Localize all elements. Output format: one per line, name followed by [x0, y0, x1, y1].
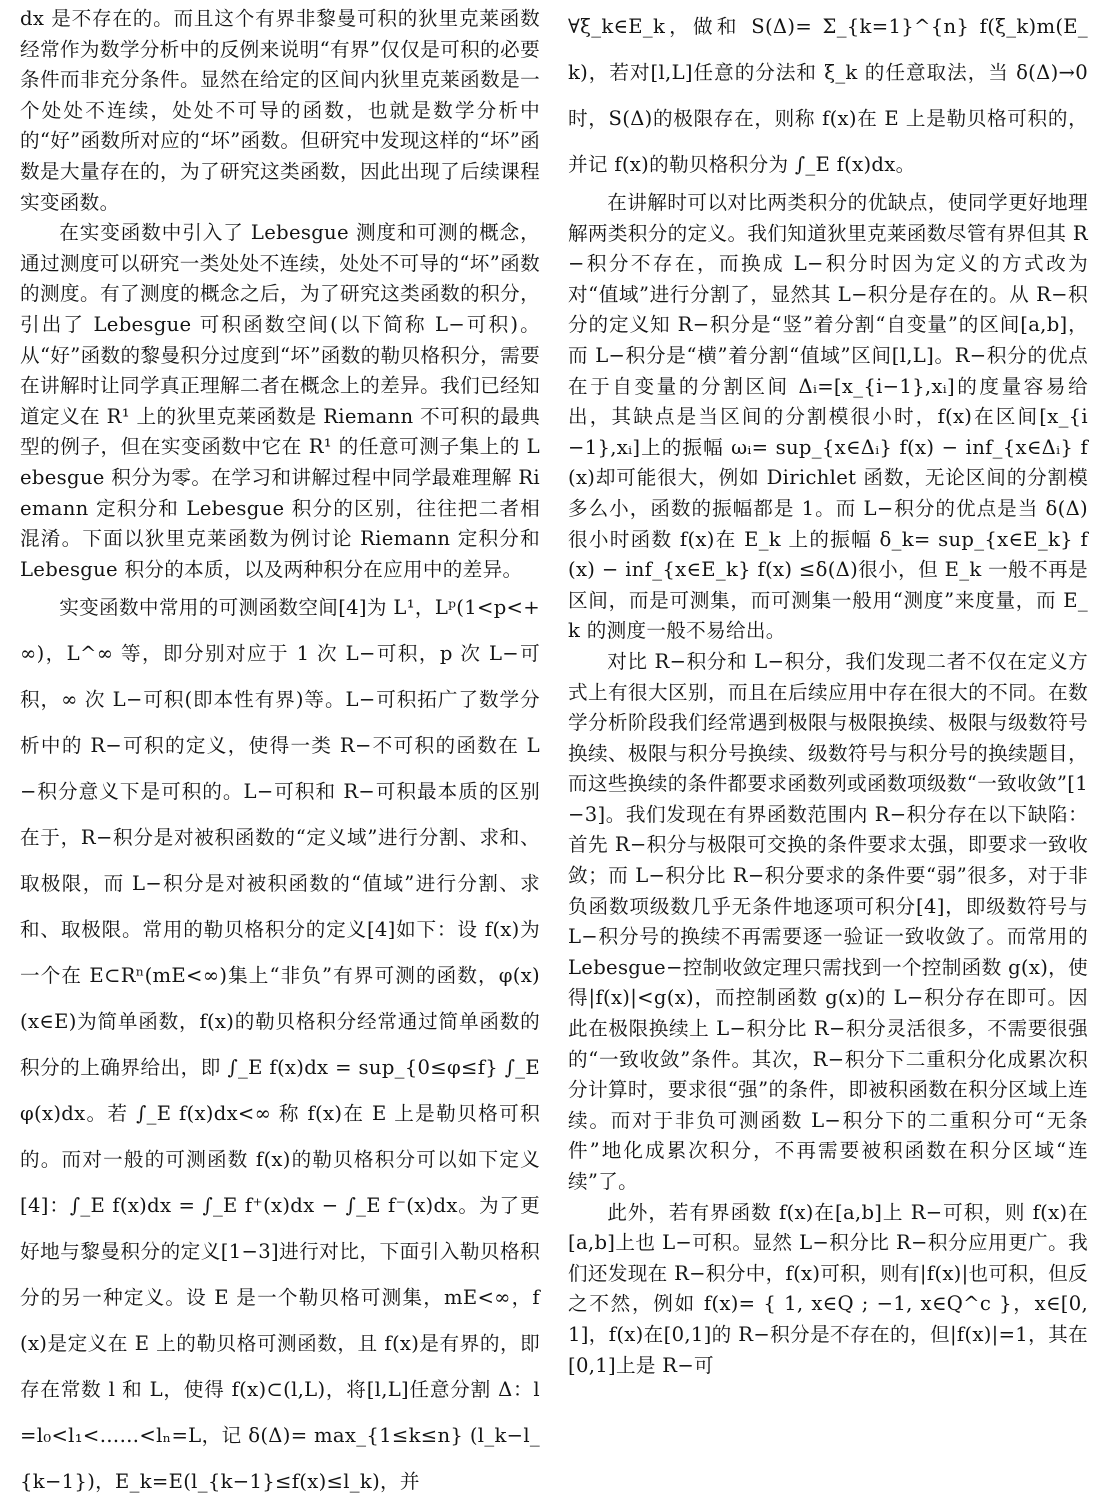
left-column [20, 4, 540, 1505]
paragraph: ∀ξ_k∈E_k，做和 S(Δ)= Σ_{k=1}^{n} f(ξ_k)m(E_k)，若对[l,L]任意的分法和 ξ_k 的任意取法，当 δ(Δ)→0 时，S(Δ)的极限存在，则称 f(x)在 E 上是勒贝格可积的，并记 f(x)的勒贝格积分为 ∫_E f(x)dx。 [568, 15, 1088, 176]
paragraph: 实变函数中常用的可测函数空间[4]为 L¹，Lᵖ(1<p<+∞)，L^∞ 等，即分别对应于 1 次 L−可积，p 次 L−可积，∞ 次 L−可积(即本性有界)等。L−可积拓广了数学分析中的 R−可积的定义，使得一类 R−不可积的函数在 L−积分意义下是可积的。L−可积和 R−可积最本质的区别在于，R−积分是对被积函数的“定义域”进行分割、求和、取极限，而 L−积分是对被积函数的“值域”进行分割、求和、取极限。常用的勒贝格积分的定义[4]如下：设 f(x)为一个在 E⊂Rⁿ(mE<∞)集上“非负”有界可测的函数，φ(x)(x∈E)为简单函数，f(x)的勒贝格积分经常通过简单函数的积分的上确界给出，即 ∫_E f(x)dx = sup_{0≤φ≤f} ∫_E φ(x)dx。若 ∫_E f(x)dx<∞ 称 f(x)在 E 上是勒贝格可积的。而对一般的可测函数 f(x)的勒贝格积分可以如下定义[4]：∫_E f(x)dx = ∫_E f⁺(x)dx − ∫_E f⁻(x)dx。为了更好地与黎曼积分的定义[1−3]进行对比，下面引入勒贝格积分的另一种定义。设 E 是一个勒贝格可测集，mE<∞，f(x)是定义在 E 上的勒贝格可测函数，且 f(x)是有界的，即存在常数 l 和 L，使得 f(x)⊂(l,L)，将[l,L]任意分割 Δ：l=l₀<l₁<……<lₙ=L，记 δ(Δ)= max_{1≤k≤n} (l_k−l_{k−1})，E_k=E(l_{k−1}≤f(x)≤l_k)，并 [20, 596, 540, 1494]
paragraph: 在实变函数中引入了 Lebesgue 测度和可测的概念，通过测度可以研究一类处处不连续，处处不可导的“坏”函数的测度。有了测度的概念之后，为了研究这类函数的积分，引出了 Lebesgue 可积函数空间(以下简称 L−可积)。从“好”函数的黎曼积分过度到“坏”函数的勒贝格积分，需要在讲解时让同学真正理解二者在概念上的差异。我们已经知道定义在 R¹ 上的狄里克莱函数是 Riemann 不可积的最典型的例子，但在实变函数中它在 R¹ 的任意可测子集上的 Lebesgue 积分为零。在学习和讲解过程中同学最难理解 Riemann 定积分和 Lebesgue 积分的区别，往往把二者相混淆。下面以狄里克莱函数为例讨论 Riemann 定积分和 Lebesgue 积分的本质，以及两种积分在应用中的差异。 [20, 221, 540, 581]
paragraph: dx 是不存在的。而且这个有界非黎曼可积的狄里克莱函数经常作为数学分析中的反例来说明“有界”仅仅是可积的必要条件而非充分条件。显然在给定的区间内狄里克莱函数是一个处处不连续，处处不可导的函数，也就是数学分析中的“好”函数所对应的“坏”函数。但研究中发现这样的“坏”函数是大量存在的，为了研究这类函数，因此出现了后续课程实变函数。 [20, 7, 540, 214]
paragraph: 在讲解时可以对比两类积分的优缺点，使同学更好地理解两类积分的定义。我们知道狄里克莱函数尽管有界但其 R−积分不存在，而换成 L−积分时因为定义的方式改为对“值域”进行分割了，显然其 L−积分是存在的。从 R−积分的定义知 R−积分是“竖”着分割“自变量”的区间[a,b]，而 L−积分是“横”着分割“值域”区间[l,L]。R−积分的优点在于自变量的分割区间 Δᵢ=[x_{i−1},xᵢ]的度量容易给出，其缺点是当区间的分割模很小时，f(x)在区间[x_{i−1},xᵢ]上的振幅 ωᵢ= sup_{x∈Δᵢ} f(x) − inf_{x∈Δᵢ} f(x)却可能很大，例如 Dirichlet 函数，无论区间的分割模多么小，函数的振幅都是 1。而 L−积分的优点是当 δ(Δ)很小时函数 f(x)在 E_k 上的振幅 δ_k= sup_{x∈E_k} f(x) − inf_{x∈E_k} f(x) ≤δ(Δ)很小，但 E_k 一般不再是区间，而是可测集，而可测集一般用“测度”来度量，而 E_k 的测度一般不易给出。 [568, 191, 1088, 643]
paragraph: 对比 R−积分和 L−积分，我们发现二者不仅在定义方式上有很大区别，而且在后续应用中存在很大的不同。在数学分析阶段我们经常遇到极限与极限换续、极限与级数符号换续、极限与积分号换续、级数符号与积分号的换续题目，而这些换续的条件都要求函数列或函数项级数“一致收敛”[1−3]。我们发现在有界函数范围内 R−积分存在以下缺陷：首先 R−积分与极限可交换的条件要求太强，即要求一致收敛；而 L−积分比 R−积分要求的条件要“弱”很多，对于非负函数项级数几乎无条件地逐项可积分[4]，即级数符号与 L−积分号的换续不再需要逐一验证一致收敛了。而常用的 Lebesgue−控制收敛定理只需找到一个控制函数 g(x)，使得|f(x)|<g(x)，而控制函数 g(x)的 L−积分存在即可。因此在极限换续上 L−积分比 R−积分灵活很多，不需要很强的“一致收敛”条件。其次，R−积分下二重积分化成累次积分计算时，要求很“强”的条件，即被积函数在积分区域上连续。而对于非负可测函数 L−积分下的二重积分可“无条件”地化成累次积分，不再需要被积函数在积分区域“连续”了。 [568, 649, 1088, 1193]
paragraph: 此外，若有界函数 f(x)在[a,b]上 R−可积，则 f(x)在[a,b]上也 L−可积。显然 L−积分比 R−积分应用更广。我们还发现在 R−积分中，f(x)可积，则有|f(x)|也可积，但反之不然，例如 f(x)= { 1, x∈Q ; −1, x∈Q^c }，x∈[0,1]，f(x)在[0,1]的 R−积分是不存在的，但|f(x)|=1，其在[0,1]上是 R−可 [568, 1200, 1088, 1377]
right-column [568, 4, 1088, 1381]
